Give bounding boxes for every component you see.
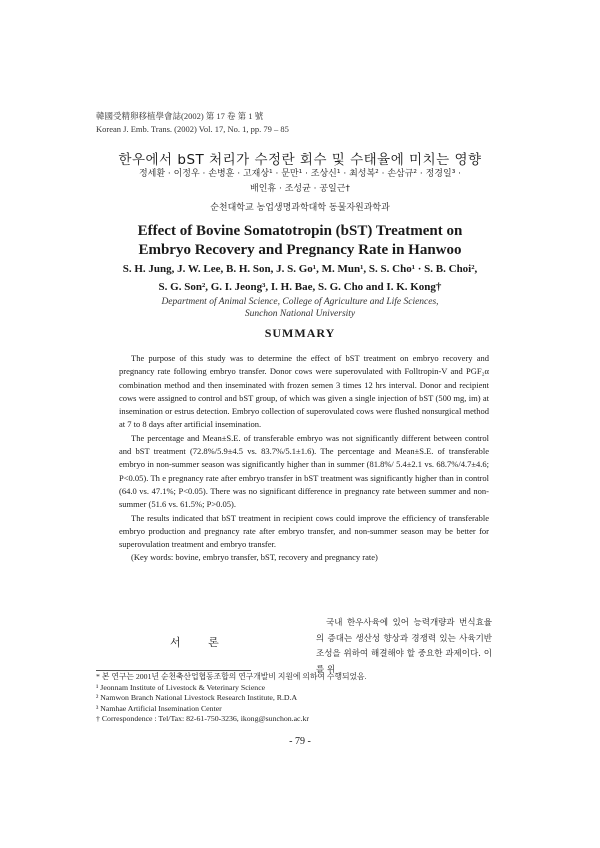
key-words: (Key words: bovine, embryo transfer, bST, recovery and pregnancy rate) <box>131 552 378 563</box>
footnote-correspondence: † Correspondence : Tel/Tax: 82-61-750-3236, ikong@sunchon.ac.kr <box>96 714 309 723</box>
footnote-affiliation-3: ³ Namhae Artificial Insemination Center <box>96 703 222 713</box>
korean-authors-line-1: 정세환 · 이정우 · 손병훈 · 고재상¹ · 문만¹ · 조상신¹ · 최성복² · 손삼규² · 정경일³ · <box>138 169 462 179</box>
introduction-paragraph: 국내 한우사육에 있어 능력개량과 번식효율의 증대는 생산성 향상과 경쟁력 있는 사육기반 조성을 위하여 해결해야 할 중요한 과제이다. 이를 위 <box>316 618 492 675</box>
korean-authors <box>0 167 600 197</box>
introduction-heading: 서 론 <box>170 636 231 649</box>
journal-header <box>96 110 289 136</box>
page-number: - 79 - <box>289 736 311 747</box>
summary-paragraph: The results indicated that bST treatment in recipient cows could improve the efficiency of transferable embryo production and pregnancy rate after embryo transfer, and non-summer season may be better for superovulation treatment and embryo transfer. <box>119 512 489 550</box>
summary-paragraph: The purpose of this study was to determine the effect of bST treatment on embryo recovery and pregnancy rate following embryo transfer. Donor cows were superovulated with Folltropin-V and PGF₂α combination method and then inseminated with frozen semen 3 times 12 hrs interval. Donor and recipient cows were assigned to control and bST group, of which was given a single injection of bST (500 mg, im) at insemination or estrus detection. Embryo collection of superovulated cows were flushed nonsurgical method at 7 to 8 days after artificial insemination. <box>119 353 489 430</box>
journal-line-korean: 韓國受精卵移植學會誌(2002) 第 17 卷 第 1 號 <box>96 111 264 121</box>
footnote-divider <box>96 670 251 671</box>
footnote-affiliation-2: ² Namwon Branch National Livestock Research Institute, R.D.A <box>96 693 298 702</box>
english-title-line-1: Effect of Bovine Somatotropin (bST) Treatment on <box>137 223 463 239</box>
summary-body <box>119 352 489 565</box>
footnotes <box>96 672 496 725</box>
english-title <box>0 222 600 260</box>
journal-line-english: Korean J. Emb. Trans. (2002) Vol. 17, No. 1, pp. 79 – 85 <box>96 124 289 134</box>
english-authors <box>0 260 600 296</box>
footnote-funding: * 본 연구는 2001년 순천축산업협동조합의 연구개발비 지원에 의하여 수행되었음. <box>96 672 367 681</box>
korean-title: 한우에서 bST 처리가 수정란 회수 및 수태율에 미치는 영향 <box>118 152 482 168</box>
english-authors-line-1: S. H. Jung, J. W. Lee, B. H. Son, J. S. Go¹, M. Mun¹, S. S. Cho¹ · S. B. Choi², <box>122 263 478 275</box>
english-affiliation-line-1: Department of Animal Science, College of Agriculture and Life Sciences, <box>161 297 439 307</box>
korean-affiliation: 순천대학교 농업생명과학대학 동물자원과학과 <box>210 203 390 213</box>
korean-authors-line-2: 배인휴 · 조성균 · 공일근† <box>250 184 350 194</box>
introduction-body <box>316 616 492 678</box>
english-authors-line-2: S. G. Son², G. I. Jeong³, I. H. Bae, S. G. Cho and I. K. Kong† <box>158 281 442 293</box>
footnote-affiliation-1: ¹ Jeonnam Institute of Livestock & Veterinary Science <box>96 682 266 692</box>
english-title-line-2: Embryo Recovery and Pregnancy Rate in Hanwoo <box>138 242 462 258</box>
summary-heading: SUMMARY <box>264 326 336 340</box>
english-affiliation <box>0 296 600 320</box>
english-affiliation-line-2: Sunchon National University <box>244 309 356 319</box>
summary-paragraph: The percentage and Mean±S.E. of transferable embryo was not significantly different between control and bST treatment (72.8%/5.9±4.5 vs. 83.7%/5.1±1.6). The percentage and Mean±S.E. of transferable embryo in non-summer season was significantly higher than in summer (81.8%/ 5.4±2.1 vs. 68.7%/4.7±4.6; P<0.05). Th e pregnancy rate after embryo transfer in bST treatment was significantly higher than in control (64.0 vs. 47.1%; P<0.05). There was no significant difference in pregnancy rate between summer and non-summer (51.6 vs. 61.5%; P>0.05). <box>119 432 489 510</box>
